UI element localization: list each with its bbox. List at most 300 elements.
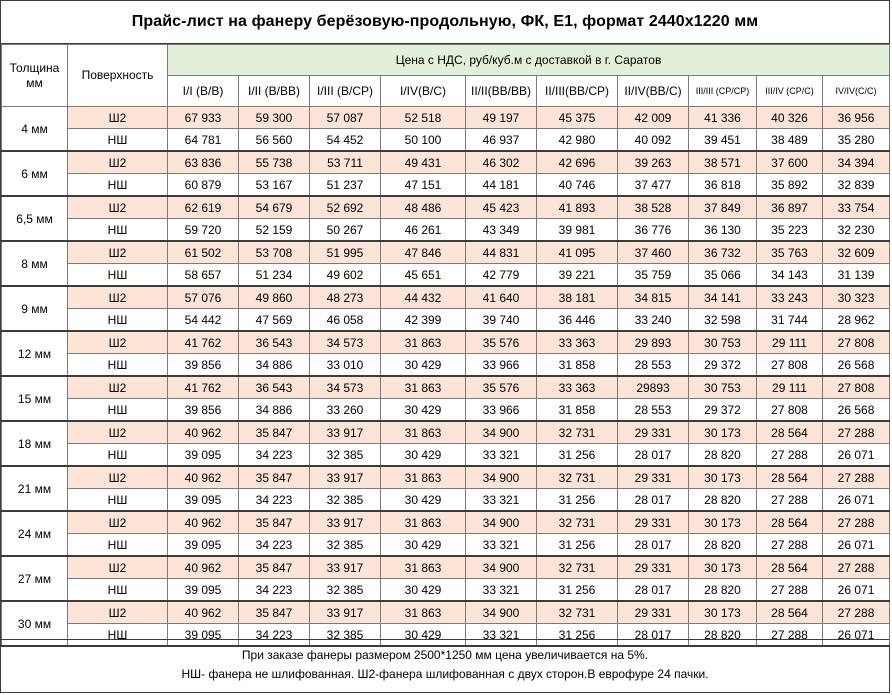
table-row <box>2 556 890 579</box>
price-cell: 29 331 <box>618 601 689 624</box>
price-cell: 44 181 <box>466 174 537 197</box>
price-cell: 28 017 <box>618 534 689 557</box>
price-cell: 31 139 <box>823 264 890 287</box>
surface-cell: НШ <box>68 489 168 512</box>
surface-cell: Ш2 <box>68 421 168 444</box>
price-cell: 30 753 <box>689 376 757 399</box>
price-cell: 26 071 <box>823 579 890 602</box>
surface-cell: Ш2 <box>68 556 168 579</box>
price-cell: 30 429 <box>381 489 466 512</box>
price-cell: 38 571 <box>689 151 757 174</box>
table-row <box>2 309 890 332</box>
price-cell: 41 762 <box>168 376 239 399</box>
price-cell: 30 429 <box>381 444 466 467</box>
grade-header: II/III(BB/CP) <box>537 76 618 107</box>
price-cell: 47 151 <box>381 174 466 197</box>
price-cell: 30 323 <box>823 286 890 309</box>
price-cell: 26 071 <box>823 534 890 557</box>
price-cell: 34 223 <box>239 489 310 512</box>
table-row <box>2 601 890 624</box>
price-cell: 56 560 <box>239 129 310 152</box>
price-cell: 44 432 <box>381 286 466 309</box>
surface-cell: НШ <box>68 309 168 332</box>
price-cell: 33 966 <box>466 354 537 377</box>
price-cell: 51 234 <box>239 264 310 287</box>
price-cell: 30 429 <box>381 399 466 422</box>
price-cell: 40 092 <box>618 129 689 152</box>
price-cell: 39 451 <box>689 129 757 152</box>
thickness-cell: 18 мм <box>2 421 68 466</box>
price-cell: 28 962 <box>823 309 890 332</box>
grade-header: II/IV(BB/C) <box>618 76 689 107</box>
table-body <box>2 107 890 647</box>
price-cell: 33 917 <box>310 601 381 624</box>
table-row <box>2 286 890 309</box>
price-cell: 33 363 <box>537 376 618 399</box>
price-cell: 64 781 <box>168 129 239 152</box>
thickness-cell: 27 мм <box>2 556 68 601</box>
price-cell: 39 263 <box>618 151 689 174</box>
price-cell: 30 173 <box>689 511 757 534</box>
price-cell: 40 962 <box>168 556 239 579</box>
price-cell: 34 223 <box>239 624 310 647</box>
thickness-cell: 15 мм <box>2 376 68 421</box>
table-row <box>2 579 890 602</box>
price-cell: 28 553 <box>618 354 689 377</box>
price-cell: 47 569 <box>239 309 310 332</box>
price-cell: 28 820 <box>689 534 757 557</box>
price-cell: 41 762 <box>168 331 239 354</box>
price-cell: 36 732 <box>689 241 757 264</box>
price-cell: 32 731 <box>537 466 618 489</box>
price-cell: 35 223 <box>757 219 823 242</box>
price-cell: 35 892 <box>757 174 823 197</box>
price-cell: 41 336 <box>689 107 757 129</box>
thickness-cell: 6 мм <box>2 151 68 196</box>
price-cell: 62 619 <box>168 196 239 219</box>
price-cell: 32 385 <box>310 624 381 647</box>
price-cell: 27 288 <box>757 489 823 512</box>
price-cell: 34 900 <box>466 421 537 444</box>
price-cell: 63 836 <box>168 151 239 174</box>
price-cell: 53 708 <box>239 241 310 264</box>
price-cell: 51 995 <box>310 241 381 264</box>
table-row <box>2 107 890 129</box>
price-cell: 33 321 <box>466 579 537 602</box>
price-cell: 30 429 <box>381 534 466 557</box>
price-cell: 47 846 <box>381 241 466 264</box>
price-cell: 30 429 <box>381 624 466 647</box>
price-cell: 26 071 <box>823 444 890 467</box>
price-cell: 59 300 <box>239 107 310 129</box>
surface-cell: Ш2 <box>68 107 168 129</box>
price-cell: 40 962 <box>168 421 239 444</box>
price-cell: 67 933 <box>168 107 239 129</box>
price-cell: 42 980 <box>537 129 618 152</box>
price-cell: 58 657 <box>168 264 239 287</box>
price-cell: 54 442 <box>168 309 239 332</box>
price-cell: 35 280 <box>823 129 890 152</box>
price-cell: 28 564 <box>757 511 823 534</box>
price-cell: 31 858 <box>537 354 618 377</box>
price-cell: 34 900 <box>466 511 537 534</box>
price-cell: 52 692 <box>310 196 381 219</box>
price-cell: 35 847 <box>239 601 310 624</box>
price-cell: 61 502 <box>168 241 239 264</box>
price-cell: 32 385 <box>310 489 381 512</box>
price-cell: 41 893 <box>537 196 618 219</box>
price-cell: 31 256 <box>537 444 618 467</box>
price-cell: 28 820 <box>689 444 757 467</box>
price-cell: 34 573 <box>310 376 381 399</box>
surface-cell: НШ <box>68 579 168 602</box>
price-cell: 30 753 <box>689 331 757 354</box>
price-cell: 44 831 <box>466 241 537 264</box>
price-cell: 32 385 <box>310 579 381 602</box>
price-cell: 45 651 <box>381 264 466 287</box>
surface-cell: НШ <box>68 174 168 197</box>
table-row <box>2 219 890 242</box>
price-cell: 29 111 <box>757 331 823 354</box>
price-cell: 31 863 <box>381 466 466 489</box>
price-cell: 31 863 <box>381 331 466 354</box>
grade-header: I/III (B/CP) <box>310 76 381 107</box>
grade-header: I/II (B/BB) <box>239 76 310 107</box>
price-cell: 29 331 <box>618 466 689 489</box>
price-cell: 39 095 <box>168 489 239 512</box>
price-cell: 31 744 <box>757 309 823 332</box>
table-row <box>2 489 890 512</box>
page-title: Прайс-лист на фанеру берёзовую-продольную, ФК, Е1, формат 2440х1220 мм <box>1 1 889 44</box>
price-cell: 27 288 <box>757 534 823 557</box>
price-cell: 42 009 <box>618 107 689 129</box>
table-row <box>2 421 890 444</box>
thickness-cell: 4 мм <box>2 107 68 152</box>
price-cell: 54 679 <box>239 196 310 219</box>
surface-cell: НШ <box>68 129 168 152</box>
price-cell: 31 256 <box>537 624 618 647</box>
surface-cell: Ш2 <box>68 151 168 174</box>
price-cell: 28 553 <box>618 399 689 422</box>
price-cell: 33 966 <box>466 399 537 422</box>
price-cell: 33 321 <box>466 489 537 512</box>
price-cell: 59 720 <box>168 219 239 242</box>
surface-cell: НШ <box>68 399 168 422</box>
price-cell: 34 886 <box>239 399 310 422</box>
price-cell: 33 010 <box>310 354 381 377</box>
thickness-cell: 21 мм <box>2 466 68 511</box>
price-cell: 40 962 <box>168 466 239 489</box>
price-cell: 32 839 <box>823 174 890 197</box>
price-cell: 27 288 <box>823 601 890 624</box>
price-cell: 32 609 <box>823 241 890 264</box>
price-cell: 32 731 <box>537 556 618 579</box>
price-cell: 41 095 <box>537 241 618 264</box>
price-cell: 28 017 <box>618 444 689 467</box>
table-row <box>2 151 890 174</box>
price-cell: 36 956 <box>823 107 890 129</box>
price-cell: 37 460 <box>618 241 689 264</box>
thickness-cell: 6,5 мм <box>2 196 68 241</box>
price-cell: 30 173 <box>689 421 757 444</box>
price-cell: 53 711 <box>310 151 381 174</box>
price-cell: 34 900 <box>466 601 537 624</box>
price-cell: 57 076 <box>168 286 239 309</box>
price-cell: 37 600 <box>757 151 823 174</box>
price-cell: 31 863 <box>381 601 466 624</box>
surface-cell: НШ <box>68 534 168 557</box>
price-cell: 41 640 <box>466 286 537 309</box>
table-row <box>2 174 890 197</box>
price-cell: 28 564 <box>757 421 823 444</box>
price-cell: 33 260 <box>310 399 381 422</box>
price-cell: 27 288 <box>823 556 890 579</box>
price-cell: 26 568 <box>823 399 890 422</box>
price-cell: 27 288 <box>757 444 823 467</box>
price-cell: 33 917 <box>310 466 381 489</box>
table-row <box>2 129 890 152</box>
price-cell: 28 564 <box>757 556 823 579</box>
price-cell: 46 058 <box>310 309 381 332</box>
thickness-cell: 30 мм <box>2 601 68 646</box>
grade-header: IV/IV(C/C) <box>823 76 890 107</box>
price-cell: 40 746 <box>537 174 618 197</box>
table-row <box>2 354 890 377</box>
price-cell: 35 847 <box>239 421 310 444</box>
price-cell: 34 143 <box>757 264 823 287</box>
price-cell: 33 321 <box>466 534 537 557</box>
footer-note-legend: НШ- фанера не шлифованная. Ш2-фанера шлифованная с двух сторон.В еврофуре 24 пачки. <box>181 667 709 681</box>
price-cell: 42 399 <box>381 309 466 332</box>
price-cell: 33 917 <box>310 556 381 579</box>
price-cell: 32 385 <box>310 534 381 557</box>
price-cell: 32 731 <box>537 421 618 444</box>
price-cell: 30 173 <box>689 556 757 579</box>
table-row <box>2 511 890 534</box>
table-row <box>2 399 890 422</box>
price-cell: 40 962 <box>168 601 239 624</box>
price-cell: 35 576 <box>466 376 537 399</box>
grade-header: II/II(BB/BB) <box>466 76 537 107</box>
price-cell: 29 111 <box>757 376 823 399</box>
surface-cell: Ш2 <box>68 376 168 399</box>
price-cell: 37 477 <box>618 174 689 197</box>
price-cell: 34 223 <box>239 579 310 602</box>
price-cell: 49 602 <box>310 264 381 287</box>
price-cell: 34 141 <box>689 286 757 309</box>
price-cell: 27 288 <box>823 511 890 534</box>
price-cell: 34 573 <box>310 331 381 354</box>
price-cell: 32 731 <box>537 601 618 624</box>
price-cell: 27 808 <box>757 354 823 377</box>
price-cell: 31 863 <box>381 511 466 534</box>
price-cell: 33 321 <box>466 444 537 467</box>
surface-cell: Ш2 <box>68 331 168 354</box>
grade-header: I/I (B/B) <box>168 76 239 107</box>
price-caption-header: Цена с НДС, руб/куб.м с доставкой в г. Саратов <box>168 45 890 76</box>
price-cell: 29 372 <box>689 399 757 422</box>
price-cell: 28 017 <box>618 579 689 602</box>
price-cell: 29 893 <box>618 331 689 354</box>
price-cell: 34 394 <box>823 151 890 174</box>
surface-header: Поверхность <box>68 45 168 107</box>
surface-cell: НШ <box>68 264 168 287</box>
price-cell: 34 223 <box>239 534 310 557</box>
price-cell: 51 237 <box>310 174 381 197</box>
price-cell: 40 326 <box>757 107 823 129</box>
price-cell: 28 564 <box>757 601 823 624</box>
thickness-header: Толщина мм <box>2 45 68 107</box>
price-cell: 27 288 <box>757 624 823 647</box>
price-cell: 27 288 <box>823 421 890 444</box>
price-cell: 26 568 <box>823 354 890 377</box>
price-cell: 39 740 <box>466 309 537 332</box>
price-cell: 27 288 <box>823 466 890 489</box>
price-cell: 34 886 <box>239 354 310 377</box>
price-cell: 49 197 <box>466 107 537 129</box>
price-cell: 33 917 <box>310 421 381 444</box>
footer-note-size: При заказе фанеры размером 2500*1250 мм цена увеличивается на 5%. <box>241 648 649 662</box>
surface-cell: Ш2 <box>68 241 168 264</box>
price-cell: 48 273 <box>310 286 381 309</box>
thickness-cell: 8 мм <box>2 241 68 286</box>
price-cell: 38 181 <box>537 286 618 309</box>
price-cell: 30 429 <box>381 579 466 602</box>
price-cell: 36 446 <box>537 309 618 332</box>
price-cell: 52 159 <box>239 219 310 242</box>
price-cell: 33 321 <box>466 624 537 647</box>
price-cell: 28 820 <box>689 579 757 602</box>
price-cell: 60 879 <box>168 174 239 197</box>
price-cell: 32 230 <box>823 219 890 242</box>
price-cell: 39 856 <box>168 399 239 422</box>
price-cell: 55 738 <box>239 151 310 174</box>
price-cell: 29893 <box>618 376 689 399</box>
table-row <box>2 466 890 489</box>
price-cell: 30 173 <box>689 466 757 489</box>
thickness-cell: 9 мм <box>2 286 68 331</box>
price-cell: 33 243 <box>757 286 823 309</box>
price-cell: 37 849 <box>689 196 757 219</box>
price-cell: 29 331 <box>618 556 689 579</box>
price-cell: 39 981 <box>537 219 618 242</box>
price-cell: 28 017 <box>618 489 689 512</box>
price-cell: 31 256 <box>537 534 618 557</box>
price-cell: 39 095 <box>168 579 239 602</box>
price-cell: 39 095 <box>168 534 239 557</box>
price-cell: 32 385 <box>310 444 381 467</box>
price-cell: 38 489 <box>757 129 823 152</box>
thickness-cell: 12 мм <box>2 331 68 376</box>
price-cell: 33 917 <box>310 511 381 534</box>
grade-header: III/III (CP/CP) <box>689 76 757 107</box>
price-cell: 28 017 <box>618 624 689 647</box>
price-cell: 35 847 <box>239 556 310 579</box>
table-row <box>2 196 890 219</box>
price-cell: 40 962 <box>168 511 239 534</box>
price-cell: 48 486 <box>381 196 466 219</box>
price-cell: 31 863 <box>381 421 466 444</box>
price-cell: 32 731 <box>537 511 618 534</box>
price-cell: 33 240 <box>618 309 689 332</box>
price-cell: 28 820 <box>689 624 757 647</box>
price-cell: 30 429 <box>381 354 466 377</box>
table-row <box>2 331 890 354</box>
price-cell: 36 543 <box>239 331 310 354</box>
price-cell: 28 564 <box>757 466 823 489</box>
price-cell: 31 863 <box>381 556 466 579</box>
price-cell: 33 754 <box>823 196 890 219</box>
surface-cell: НШ <box>68 354 168 377</box>
table-row <box>2 241 890 264</box>
price-cell: 32 598 <box>689 309 757 332</box>
table-row <box>2 376 890 399</box>
table-row <box>2 444 890 467</box>
table-row <box>2 264 890 287</box>
price-cell: 36 776 <box>618 219 689 242</box>
price-table <box>1 44 890 647</box>
price-cell: 36 818 <box>689 174 757 197</box>
surface-cell: Ш2 <box>68 196 168 219</box>
price-cell: 28 820 <box>689 489 757 512</box>
price-cell: 39 095 <box>168 624 239 647</box>
price-cell: 29 331 <box>618 421 689 444</box>
price-cell: 35 847 <box>239 466 310 489</box>
price-cell: 50 267 <box>310 219 381 242</box>
grade-header: I/IV(B/C) <box>381 76 466 107</box>
surface-cell: Ш2 <box>68 601 168 624</box>
price-cell: 36 897 <box>757 196 823 219</box>
surface-cell: Ш2 <box>68 466 168 489</box>
price-cell: 35 847 <box>239 511 310 534</box>
price-cell: 31 863 <box>381 376 466 399</box>
footer-notes <box>1 639 889 692</box>
price-cell: 35 576 <box>466 331 537 354</box>
price-cell: 45 423 <box>466 196 537 219</box>
price-cell: 50 100 <box>381 129 466 152</box>
price-cell: 53 167 <box>239 174 310 197</box>
price-cell: 49 431 <box>381 151 466 174</box>
price-cell: 39 856 <box>168 354 239 377</box>
price-cell: 42 779 <box>466 264 537 287</box>
price-cell: 27 808 <box>823 376 890 399</box>
price-cell: 49 860 <box>239 286 310 309</box>
price-cell: 46 261 <box>381 219 466 242</box>
price-cell: 34 900 <box>466 466 537 489</box>
price-cell: 30 173 <box>689 601 757 624</box>
surface-cell: НШ <box>68 219 168 242</box>
price-cell: 54 452 <box>310 129 381 152</box>
price-cell: 34 815 <box>618 286 689 309</box>
price-cell: 27 288 <box>757 579 823 602</box>
price-cell: 42 696 <box>537 151 618 174</box>
price-cell: 38 528 <box>618 196 689 219</box>
price-cell: 57 087 <box>310 107 381 129</box>
price-cell: 27 808 <box>823 331 890 354</box>
price-cell: 43 349 <box>466 219 537 242</box>
table-row <box>2 534 890 557</box>
price-cell: 34 900 <box>466 556 537 579</box>
price-cell: 35 066 <box>689 264 757 287</box>
price-cell: 36 543 <box>239 376 310 399</box>
price-cell: 52 518 <box>381 107 466 129</box>
price-cell: 31 256 <box>537 579 618 602</box>
price-cell: 45 375 <box>537 107 618 129</box>
price-cell: 46 937 <box>466 129 537 152</box>
surface-cell: Ш2 <box>68 286 168 309</box>
price-cell: 31 858 <box>537 399 618 422</box>
price-cell: 33 363 <box>537 331 618 354</box>
